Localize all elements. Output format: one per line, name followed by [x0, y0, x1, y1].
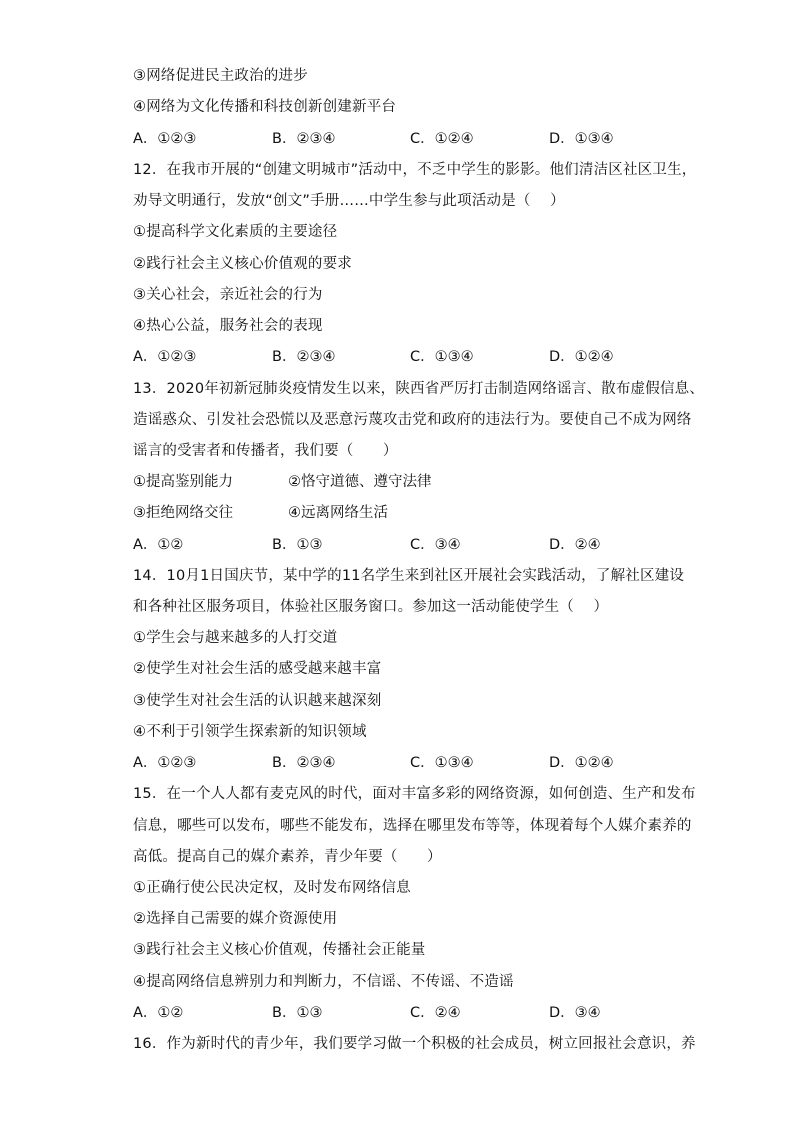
option-d: D．①③④	[549, 131, 614, 147]
item-line: ②践行社会主义核心价值观的要求	[133, 256, 352, 272]
answer-options	[133, 1004, 693, 1022]
option-c: C．②④	[410, 1005, 461, 1021]
question-15-stem: 高低。提高自己的媒介素养，青少年要（ ）	[133, 849, 442, 865]
option-b: B．①③	[272, 1005, 323, 1021]
item-line: ①提高鉴别能力	[133, 474, 233, 490]
option-c: C．①③④	[410, 349, 474, 365]
question-13-stem: 谣言的受害者和传播者，我们要（ ）	[133, 443, 398, 459]
question-15-stem: 信息，哪些可以发布，哪些不能发布，选择在哪里发布等等，体现着每个人媒介素养的	[133, 818, 692, 834]
item-line: ④不利于引领学生探索新的知识领域	[133, 724, 367, 740]
item-line: ①提高科学文化素质的主要途径	[133, 224, 338, 240]
option-b: B．①③	[272, 537, 323, 553]
option-a: A．①②	[133, 537, 184, 553]
option-a: A．①②③	[133, 755, 197, 771]
option-b: B．②③④	[272, 131, 336, 147]
question-15-stem: 15．在一个人人都有麦克风的时代，面对丰富多彩的网络资源，如何创造、生产和发布	[133, 786, 696, 802]
option-d: D．②④	[549, 537, 601, 553]
option-a: A．①②③	[133, 131, 197, 147]
item-pair-row	[133, 473, 693, 491]
option-c: C．③④	[410, 537, 461, 553]
answer-options	[133, 754, 693, 772]
option-c: C．①②④	[410, 131, 474, 147]
item-line: ②选择自己需要的媒介资源使用	[133, 911, 338, 927]
item-line: ③使学生对社会生活的认识越来越深刻	[133, 693, 382, 709]
item-line: ④远离网络生活	[288, 505, 388, 521]
option-c: C．①③④	[410, 755, 474, 771]
option-d: D．①②④	[549, 755, 614, 771]
item-line: ②恪守道德、遵守法律	[288, 474, 432, 490]
option-d: D．①②④	[549, 349, 614, 365]
answer-options	[133, 536, 693, 554]
answer-options	[133, 130, 693, 148]
option-a: A．①②	[133, 1005, 184, 1021]
question-16-stem: 16．作为新时代的青少年，我们要学习做一个积极的社会成员，树立回报社会意识，养	[133, 1036, 696, 1052]
answer-options	[133, 348, 693, 366]
item-line: ③践行社会主义核心价值观，传播社会正能量	[133, 942, 426, 958]
option-b: B．②③④	[272, 349, 336, 365]
item-line: ③网络促进民主政治的进步	[133, 68, 308, 84]
question-13-stem: 造谣惑众、引发社会恐慌以及恶意污蔑攻击党和政府的违法行为。要使自己不成为网络	[133, 412, 692, 428]
question-12-stem: 劝导文明通行，发放“创文”手册……中学生参与此项活动是（ ）	[133, 193, 565, 209]
item-line: ④提高网络信息辨别力和判断力，不信谣、不传谣、不造谣	[133, 974, 514, 990]
item-line: ②使学生对社会生活的感受越来越丰富	[133, 661, 382, 677]
item-line: ④热心公益，服务社会的表现	[133, 318, 323, 334]
item-line: ③拒绝网络交往	[133, 505, 233, 521]
item-pair-row	[133, 504, 693, 522]
question-14-stem: 和各种社区服务项目，体验社区服务窗口。参加这一活动能使学生（ ）	[133, 599, 609, 615]
item-line: ③关心社会，亲近社会的行为	[133, 287, 323, 303]
question-14-stem: 14．10月1日国庆节，某中学的11名学生来到社区开展社会实践活动，了解社区建设	[133, 568, 685, 584]
option-d: D．③④	[549, 1005, 601, 1021]
item-line: ①学生会与越来越多的人打交道	[133, 630, 338, 646]
option-a: A．①②③	[133, 349, 197, 365]
question-13-stem: 13．2020年初新冠肺炎疫情发生以来，陕西省严厉打击制造网络谣言、散布虚假信息、	[133, 381, 705, 397]
question-12-stem: 12．在我市开展的“创建文明城市”活动中，不乏中学生的影影。他们清洁区社区卫生，	[133, 162, 697, 178]
item-line: ④网络为文化传播和科技创新创建新平台	[133, 99, 397, 115]
item-line: ①正确行使公民决定权，及时发布网络信息	[133, 880, 411, 896]
option-b: B．②③④	[272, 755, 336, 771]
